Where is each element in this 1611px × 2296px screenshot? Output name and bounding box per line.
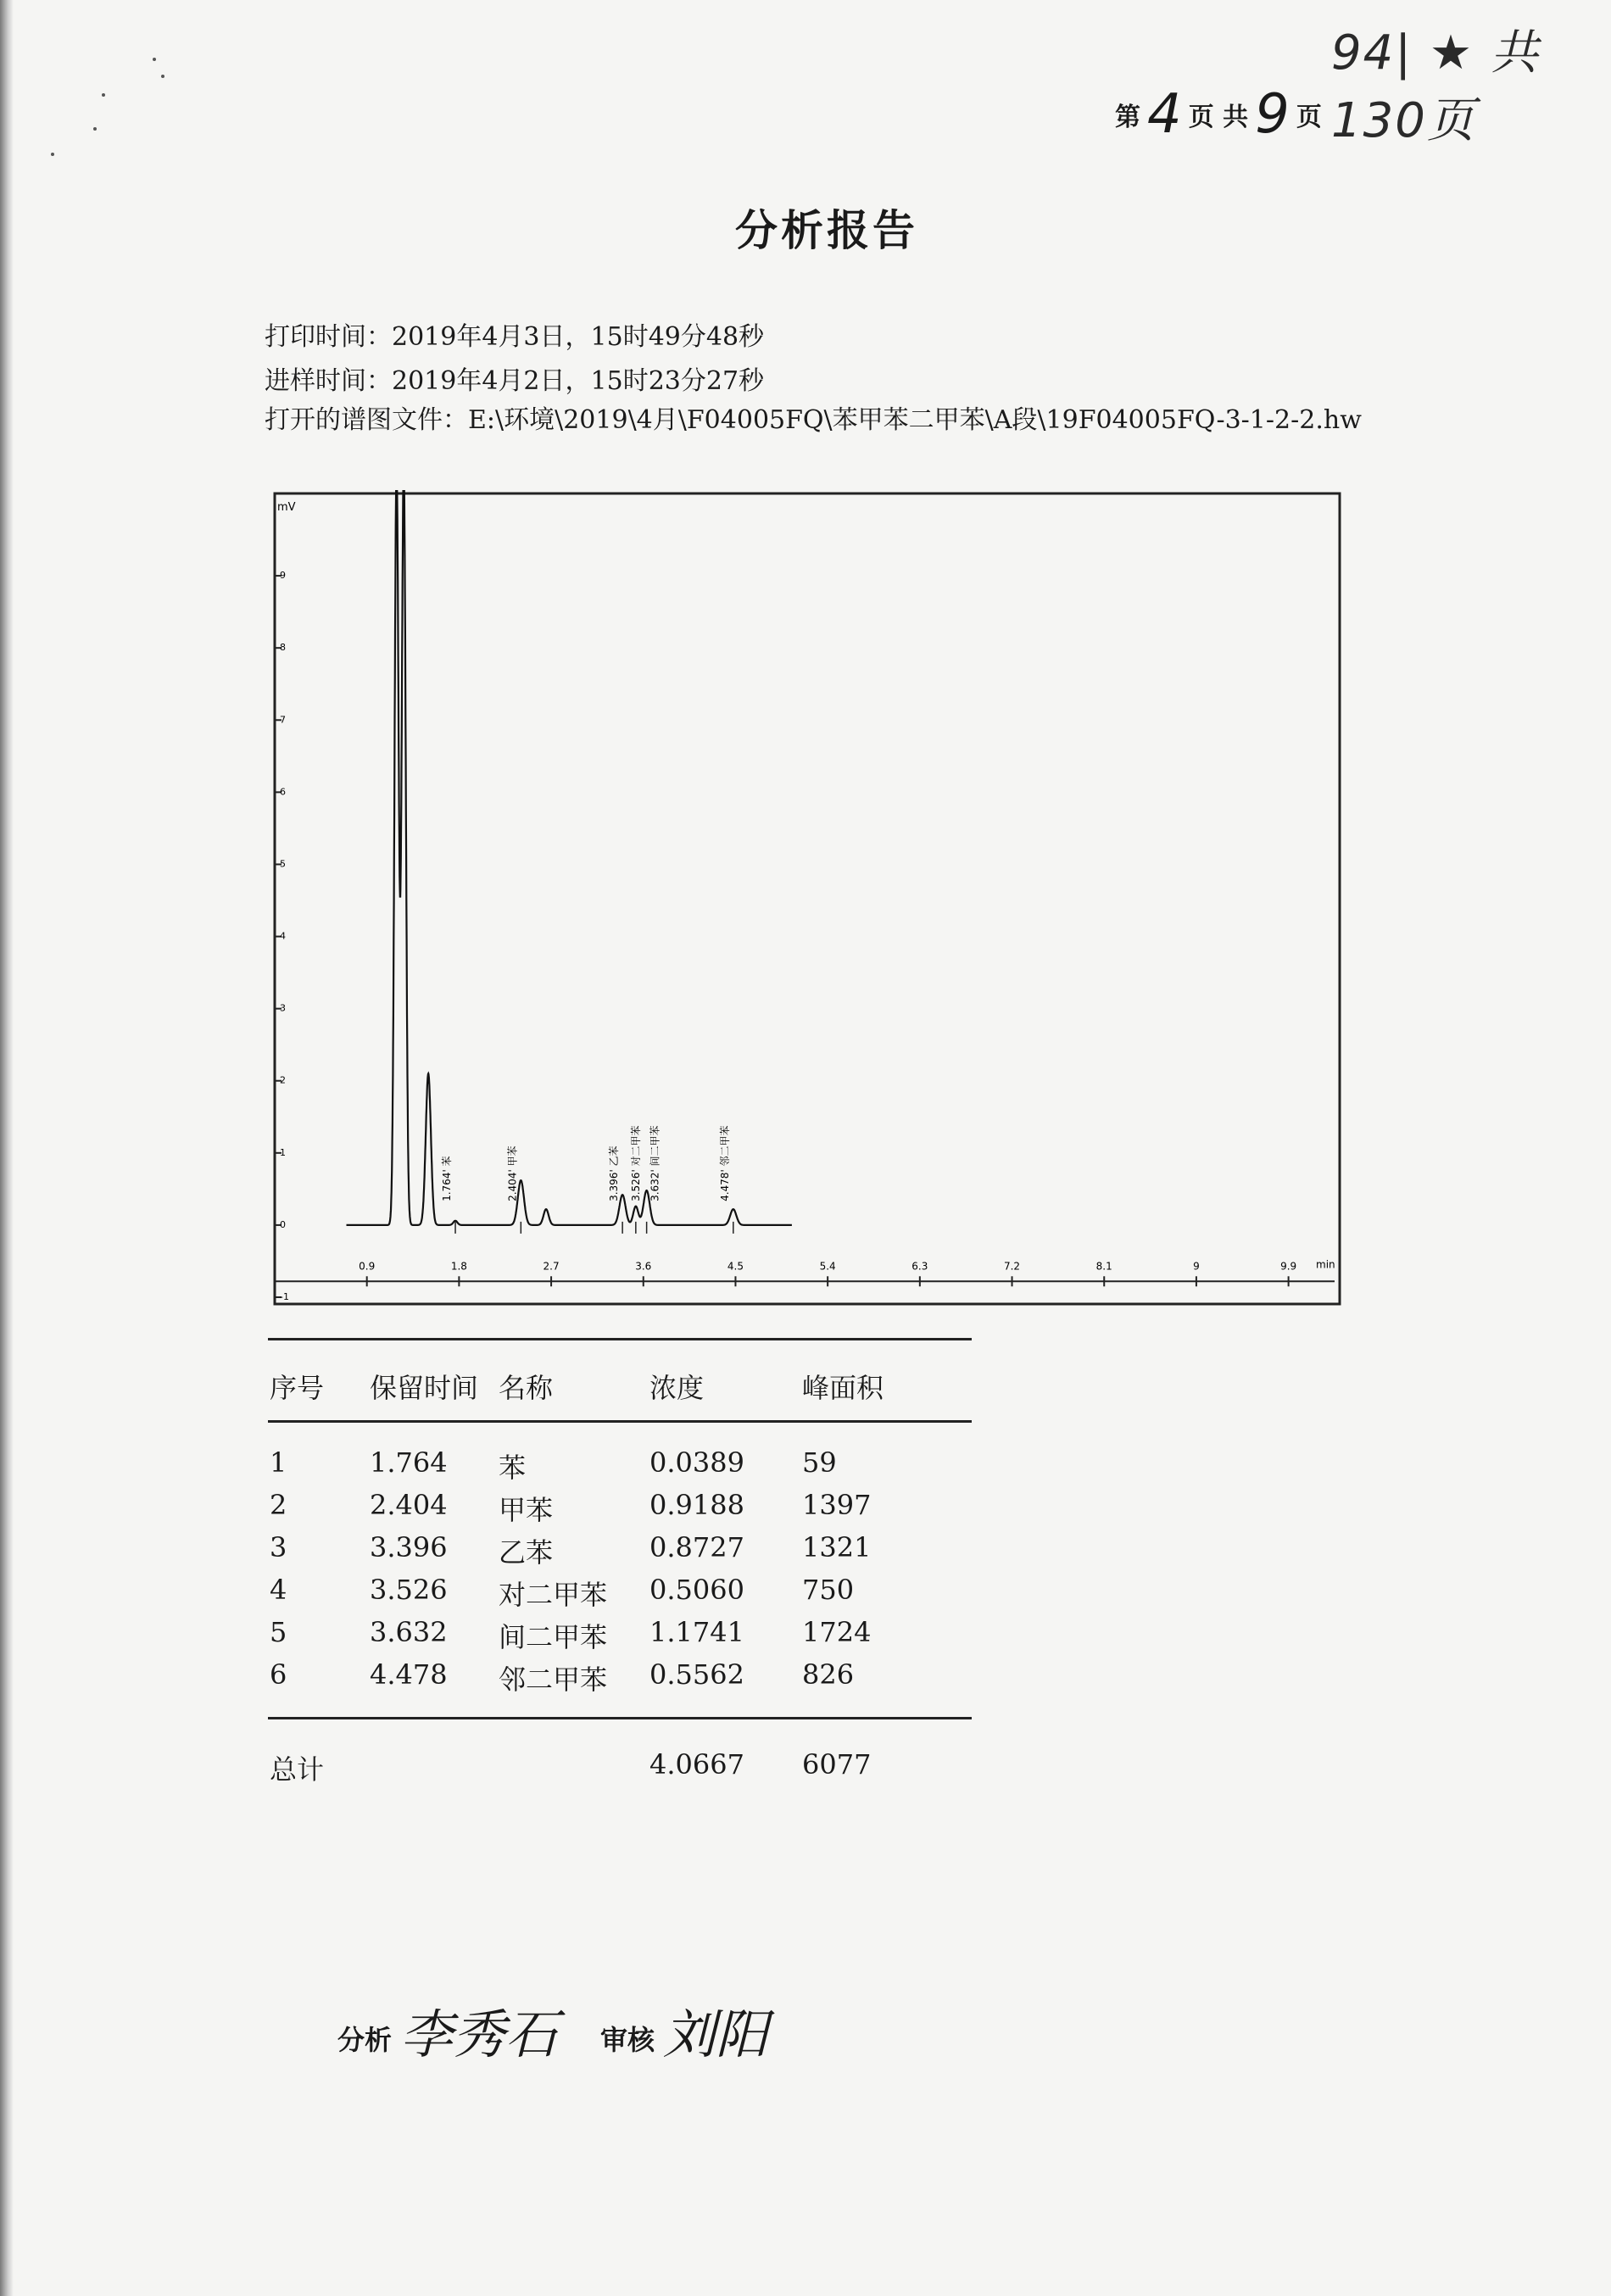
total-area: 6077 <box>802 1748 872 1781</box>
row-index: 1 <box>270 1446 287 1479</box>
y-tick-label: 2 <box>280 1074 286 1086</box>
total-concentration: 4.0667 <box>649 1748 744 1781</box>
header-index: 序号 <box>270 1372 325 1404</box>
scan-page-edge <box>0 0 14 2296</box>
table-row <box>268 1574 972 1614</box>
row-name: 间二甲苯 <box>499 1621 608 1653</box>
table-header-row <box>268 1367 972 1407</box>
scan-speck <box>51 153 54 156</box>
analyst-signature: 李秀石 <box>400 2003 559 2065</box>
row-name: 对二甲苯 <box>499 1579 608 1611</box>
table-row <box>268 1489 972 1530</box>
row-retention: 3.632 <box>370 1616 448 1648</box>
total-label: 总计 <box>270 1753 325 1786</box>
header-retention: 保留时间 <box>370 1372 479 1404</box>
peak-label: 2.404' 甲苯 <box>506 1145 519 1201</box>
row-concentration: 1.1741 <box>649 1616 744 1648</box>
header-concentration: 浓度 <box>649 1372 705 1404</box>
report-title: 分析报告 <box>735 205 918 255</box>
row-concentration: 0.5562 <box>649 1658 744 1691</box>
y-tick-label: 8 <box>280 642 286 654</box>
scan-speck <box>153 58 156 61</box>
page-middle: 页 共 <box>1188 103 1249 132</box>
chromatogram-svg <box>270 490 1345 1309</box>
header-area: 峰面积 <box>802 1372 884 1404</box>
page-suffix: 页 <box>1296 103 1322 132</box>
analyst-label: 分析 <box>337 2024 393 2056</box>
print-time: 打印时间：2019年4月3日，15时49分48秒 <box>265 322 765 352</box>
table-bottom-rule <box>268 1717 972 1719</box>
row-index: 3 <box>270 1531 287 1563</box>
row-area: 1724 <box>802 1616 872 1648</box>
y-tick-label: 3 <box>280 1002 286 1014</box>
y-tick-label: 6 <box>280 786 286 798</box>
scan-speck <box>161 75 164 78</box>
x-tick-label: 2.7 <box>543 1260 560 1273</box>
peak-label: 3.396' 乙苯 <box>608 1145 621 1201</box>
plot-frame <box>275 493 1340 1304</box>
table-row <box>268 1616 972 1657</box>
spectrum-file: 打开的谱图文件：E:\环境\2019\4月\F04005FQ\苯甲苯二甲苯\A段\19F04005FQ-3-1-2-2.hw <box>265 405 1362 435</box>
signature-line <box>337 1992 811 2068</box>
peak-label: 4.478' 邻二甲苯 <box>718 1125 731 1201</box>
x-tick-label: 5.4 <box>819 1260 836 1273</box>
x-tick-label: 9 <box>1193 1260 1200 1273</box>
table-total-row <box>268 1748 972 1789</box>
page-current: 4 <box>1147 83 1182 146</box>
y-tick-label: 0 <box>280 1218 286 1230</box>
row-retention: 1.764 <box>370 1446 448 1479</box>
inject-time: 进样时间：2019年4月2日，15时23分27秒 <box>265 366 765 396</box>
reviewer-label: 审核 <box>600 2024 655 2056</box>
x-tick-label: 8.1 <box>1095 1260 1112 1273</box>
x-tick-label: 0.9 <box>359 1260 376 1273</box>
row-name: 邻二甲苯 <box>499 1663 608 1696</box>
y-tick-label: 1 <box>280 1146 286 1158</box>
page-number <box>1115 83 1322 146</box>
y-axis-label: mV <box>277 501 296 514</box>
row-index: 5 <box>270 1616 287 1648</box>
row-index: 2 <box>270 1489 287 1521</box>
reviewer-signature: 刘阳 <box>663 2003 769 2065</box>
row-name: 乙苯 <box>499 1536 554 1569</box>
peak-label: 1.764' 苯 <box>441 1156 454 1201</box>
row-area: 1321 <box>802 1531 872 1563</box>
y-tick-label: -1 <box>280 1291 289 1302</box>
x-tick-label: 9.9 <box>1280 1260 1297 1273</box>
x-tick-label: 4.5 <box>727 1260 744 1273</box>
y-tick-label: 9 <box>280 570 286 582</box>
corner-handwritten-mark: 94| ★ 共130页 <box>1331 25 1540 148</box>
row-retention: 2.404 <box>370 1489 448 1521</box>
x-tick-label: 7.2 <box>1003 1260 1021 1273</box>
row-name: 甲苯 <box>499 1494 554 1526</box>
row-name: 苯 <box>499 1452 527 1484</box>
y-tick-label: 4 <box>280 930 286 942</box>
page-prefix: 第 <box>1115 103 1140 132</box>
table-header-rule <box>268 1420 972 1423</box>
row-concentration: 0.5060 <box>649 1574 744 1606</box>
x-tick-label: 3.6 <box>635 1260 652 1273</box>
row-area: 1397 <box>802 1489 872 1521</box>
row-concentration: 0.9188 <box>649 1489 744 1521</box>
page-total: 9 <box>1255 83 1290 146</box>
x-tick-label: 6.3 <box>911 1260 928 1273</box>
chromatogram-chart <box>270 490 1345 1309</box>
table-top-rule <box>268 1338 972 1340</box>
row-index: 6 <box>270 1658 287 1691</box>
header-name: 名称 <box>499 1372 554 1404</box>
y-tick-label: 5 <box>280 858 286 870</box>
chromatogram-trace <box>347 490 792 1225</box>
row-area: 59 <box>802 1446 837 1479</box>
table-row <box>268 1446 972 1487</box>
row-area: 750 <box>802 1574 855 1606</box>
scan-speck <box>93 127 97 131</box>
row-area: 826 <box>802 1658 855 1691</box>
y-tick-label: 7 <box>280 714 286 726</box>
table-row <box>268 1658 972 1699</box>
scan-speck <box>102 93 105 97</box>
table-row <box>268 1531 972 1572</box>
row-index: 4 <box>270 1574 287 1606</box>
peak-label: 3.632' 间二甲苯 <box>649 1125 661 1201</box>
x-tick-label: 1.8 <box>450 1260 467 1273</box>
row-concentration: 0.0389 <box>649 1446 744 1479</box>
row-retention: 3.396 <box>370 1531 448 1563</box>
row-retention: 3.526 <box>370 1574 448 1606</box>
row-concentration: 0.8727 <box>649 1531 744 1563</box>
x-axis-label: min <box>1316 1258 1335 1271</box>
peak-label: 3.526' 对二甲苯 <box>629 1125 642 1201</box>
row-retention: 4.478 <box>370 1658 448 1691</box>
